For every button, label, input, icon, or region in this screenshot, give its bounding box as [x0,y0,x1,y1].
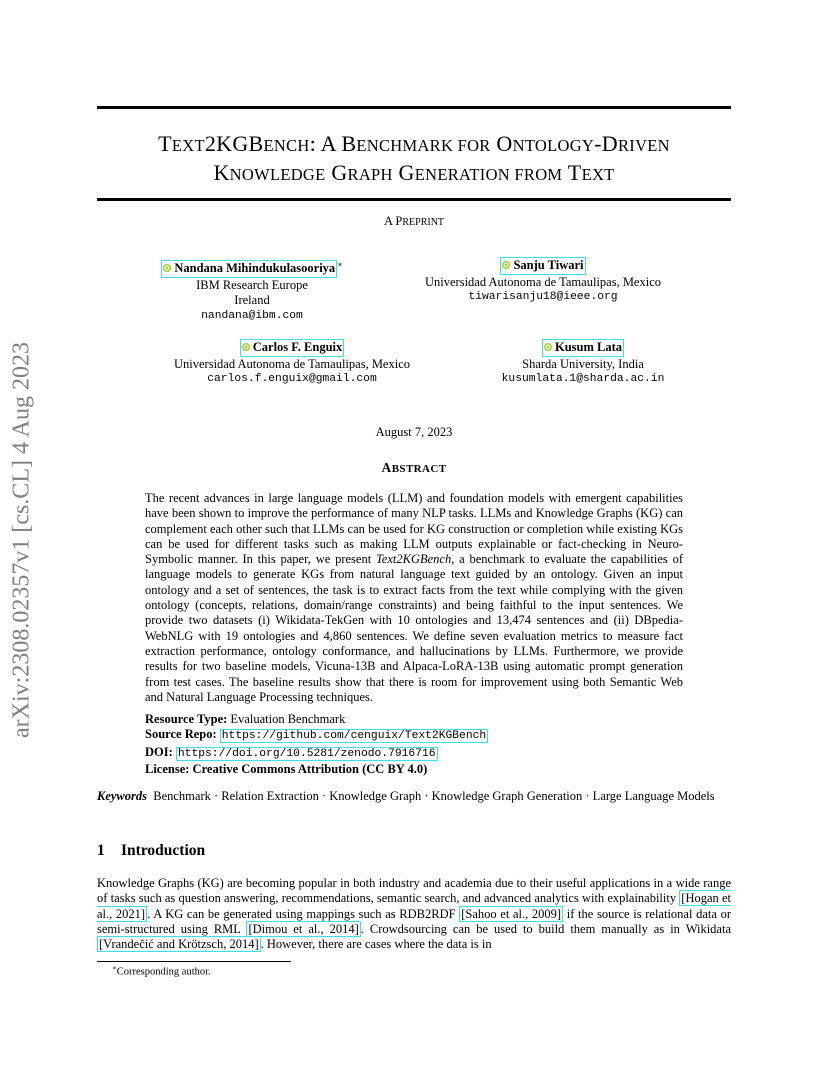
abstract-text [145,491,683,705]
intro-segment: . Crowdsourcing can be used to build them manually as in Wikidata [360,921,732,936]
citation-link[interactable]: [Vrandečić and Krötzsch, 2014] [99,937,259,952]
intro-segment: if the source is relational data or semi-structured using RML [97,906,731,936]
resource-type-line: Resource Type: Evaluation Benchmark [145,712,346,726]
license-line: License: Creative Commons Attribution (CC BY 4.0) [145,761,428,776]
title-segment: T [158,131,172,156]
title-segment: ENCHMARK FOR [356,136,491,155]
title-segment: G [325,160,348,185]
publication-date: August 7, 2023 [375,425,453,439]
benchmark-name: Text2KGBench [375,552,452,567]
title-segment: RAPH [347,165,393,184]
author-email: tiwarisanju18@ieee.org [468,291,618,303]
title-segment: T [562,160,582,185]
author-name-link[interactable]: Carlos F. Enguix [240,339,345,357]
citation-link[interactable]: [Dimou et al., 2014] [248,921,359,936]
author-name-link[interactable]: Kusum Lata [542,339,624,357]
orcid-icon [242,343,250,351]
introduction-text [97,876,731,952]
orcid-icon [544,343,552,351]
citation-link[interactable]: [Sahoo et al., 2009] [461,906,562,921]
abstract-segment: The recent advances in large language models (LLM) and foundation models with emergent capabilities have been shown to improve the performance of many NLP tasks. LLMs and Knowledge Graphs (KG) can complement each other such that LLMs can be used for KG construction or completion while existing KGs can be used for different tasks such as making LLM outputs explainable or fact-checking in Neuro-Symbolic manner. In this paper, we present [145,491,683,567]
source-repo-link[interactable]: https://github.com/cenguix/Text2KGBench [221,730,487,743]
title-segment: K [213,160,230,185]
title-segment: EXT [581,165,615,184]
arxiv-stamp-text: arXiv:2308.02357v1 [cs.CL] 4 Aug 2023 [8,342,35,738]
citation-link[interactable]: [Hogan et al., 2021] [97,891,731,921]
doi-link[interactable]: https://doi.org/10.5281/zenodo.7916716 [177,747,436,760]
source-repo-line: Source Repo: https://github.com/cenguix/Text2KGBench [145,727,487,743]
title-line-1 [97,130,731,159]
section-heading-introduction: 1 Introduction [97,842,206,859]
title-top-rule [97,106,731,109]
author-block-2: Sanju Tiwari Universidad Autonoma de Tamaulipas, Mexico tiwarisanju18@ieee.org [408,257,678,306]
title-segment: ENERATION FROM [414,165,563,184]
paper-title [97,130,731,188]
footnote: ∗Corresponding author. [112,964,211,978]
title-segment: G [392,160,415,185]
doi-line: DOI: https://doi.org/10.5281/zenodo.7916716 [145,744,436,760]
resource-meta [145,712,685,777]
intro-segment: . However, there are cases where the data is in [260,937,492,952]
orcid-icon [163,264,171,272]
intro-segment: . A KG can be generated using mappings such as RDB2RDF [147,906,460,921]
author-block-3: Carlos F. Enguix Universidad Autonoma de Tamaulipas, Mexico carlos.f.enguix@gmail.com [157,339,427,388]
keywords: Keywords Benchmark · Relation Extraction · Knowledge Graph · Knowledge Graph Generation · Large Language Models [97,789,715,803]
author-email: kusumlata.1@sharda.ac.in [501,373,665,385]
orcid-icon [502,261,510,269]
title-segment: NTOLOGY [512,136,595,155]
author-email: carlos.f.enguix@gmail.com [207,373,377,385]
abstract-segment: , a benchmark to evaluate the capabilities of language models to generate KGs from natural language text guided by an ontology. Given an input ontology and a set of sentences, the task is to extract facts from the text while complying with the given ontology (concepts, relations, domain/range constraints) and being faithful to the input sentences. We provide two datasets (i) Wikidata-TekGen with 10 ontologies and 13,474 sentences and (ii) DBpedia-WebNLG with 19 ontologies and 4,860 sentences. We define seven evaluation metrics to measure fact extraction performance, ontology conformance, and hallucinations by LLMs. Furthermore, we provide results for two baseline models, Vicuna-13B and Alpaca-LoRA-13B using automatic prompt generation from test cases. The baseline results show that there is room for improvement using both Semantic Web and Natural Language Processing techniques. [145,552,683,704]
title-bottom-rule [97,198,731,201]
title-segment: NOWLEDGE [229,165,326,184]
title-segment: EXT [171,136,205,155]
title-segment: RIVEN [617,136,670,155]
abstract-heading: ABSTRACT [381,460,447,475]
title-segment: -D [594,131,618,156]
intro-segment: Knowledge Graphs (KG) are becoming popular in both industry and academia due to their useful applications in a wide range of tasks such as question answering, recommendations, semantic search, and advanced analytics with explainability [97,876,731,906]
title-line-2 [97,159,731,188]
author-block-1: Nandana Mihindukulasooriya ∗ IBM Research Europe Ireland nandana@ibm.com [147,257,357,324]
preprint-label: A PREPRINT [383,214,445,228]
author-block-4: Kusum Lata Sharda University, India kusumlata.1@sharda.ac.in [468,339,698,388]
title-segment: O [490,131,513,156]
title-segment: : A B [309,131,357,156]
title-segment: 2KGB [204,131,264,156]
footnote-rule [97,961,291,962]
author-email: nandana@ibm.com [201,309,303,322]
author-name-link[interactable]: Nandana Mihindukulasooriya [161,260,337,278]
title-segment: ENCH [263,136,310,155]
author-name-link[interactable]: Sanju Tiwari [500,257,585,275]
